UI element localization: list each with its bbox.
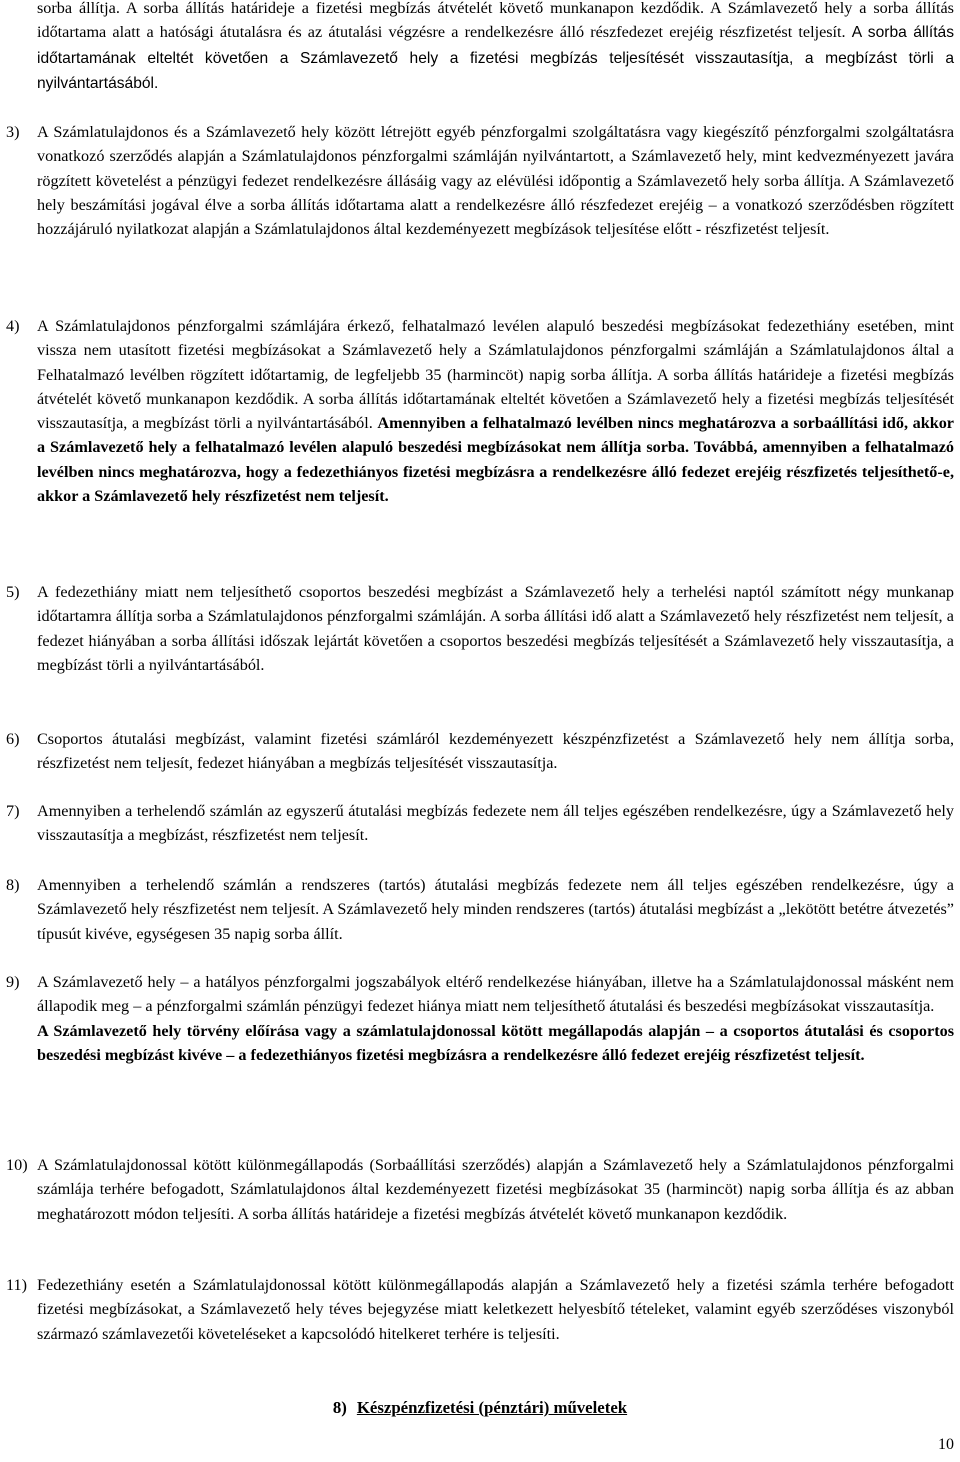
list-item-text: A Számlatulajdonossal kötött különmegállapodás (Sorbaállítási szerződés) alapján a Számlavezető hely a Számlatulajdonos pénzforgalmi számlája terhére befogadott, Számlatulajdonos által kezdeményezett fizetési megbízásokat 35 (harmincöt) napig sorba állítja és az abban meghatározott módon teljesíti. A sorba állítás határideje a fizetési megbízás átvételét követő munkanapon kezdődik. <box>37 1156 954 1223</box>
list-item-text: Amennyiben a terhelendő számlán a rendszeres (tartós) átutalási megbízás fedezete nem áll teljes egészében rendelkezésre, úgy a Számlavezető hely részfizetést nem teljesít. A Számlavezető hely minden rendszeres (tartós) átutalási megbízást a „lekötött betétre átvezetés” típusút kivéve, egységesen 35 napig sorba állít. <box>37 876 954 943</box>
list-number: 4) <box>6 317 20 335</box>
list-item-text: A fedezethiány miatt nem teljesíthető csoportos beszedési megbízást a Számlavezető hely a terhelési naptól számított négy munkanap időtartamra állítja sorba a Számlatulajdonos pénzforgalmi számláján. A sorba állítási idő alatt a Számlavezető hely részfizetést nem teljesít, a fedezet hiányában a sorba állítási időszak lejártát követően a csoportos beszedési megbízás teljesítését a Számlavezető hely visszautasítja, a megbízást törli a nyilvántartásából. <box>37 583 954 674</box>
list-item-text: A Számlavezető hely – a hatályos pénzforgalmi jogszabályok eltérő rendelkezése hiányában, illetve ha a Számlatulajdonossal másként nem állapodik meg – a pénzforgalmi számlán pénzügyi fedezet hiánya miatt nem teljesíthető átutalási és beszedési megbízásokat visszautasítja. <box>37 973 954 1016</box>
list-number: 6) <box>6 730 20 748</box>
list-number: 10) <box>6 1156 28 1174</box>
list-number: 3) <box>6 123 20 141</box>
list-number: 5) <box>6 583 20 601</box>
page-number: 10 <box>938 1436 954 1453</box>
list-item-6 <box>0 727 954 776</box>
list-item-4 <box>0 314 954 508</box>
list-item-3 <box>0 120 954 241</box>
list-number: 9) <box>6 973 20 991</box>
list-item-text: A Számlatulajdonos és a Számlavezető hely között létrejött egyéb pénzforgalmi szolgáltatásra vagy kiegészítő pénzforgalmi szolgáltatásra vonatkozó szerződés alapján a Számlatulajdonos pénzforgalmi számláján nyilvántartott, a Számlavezető hely, mint kedvezményezett javára rögzített követelést a pénzügyi fedezet rendelkezésre állásáig vagy az elévülési időpontig a Számlavezető hely sorba állítja. A Számlavezető hely beszámítási jogával élve a sorba állítás időtartama alatt a rendelkezésre álló részfedezet erejéig – a vonatkozó szerződésben rögzített hozzájáruló nyilatkozat alapján a Számlatulajdonos által kezdeményezett megbízások teljesítése előtt - részfizetést teljesít. <box>37 123 954 239</box>
section-title: Készpénzfizetési (pénztári) műveletek <box>356 1398 628 1417</box>
list-item-body <box>37 314 954 508</box>
section-number: 8) <box>332 1398 347 1417</box>
list-item-8 <box>0 873 954 946</box>
list-item-text: A Számlatulajdonos pénzforgalmi számlájára érkező, felhatalmazó levélen alapuló beszedési megbízásokat fedezethiány esetében, mint vissza nem utasított fizetési megbízásokat a Számlavezető hely a Számlatulajdonos pénzforgalmi számláján a Számlatulajdonos által a Felhatalmazó levélben rögzített időtartamig, de legfeljebb 35 (harmincöt) napig sorba állítja. A sorba állítás határideje a fizetési megbízás átvételét követő munkanapon kezdődik. A sorba állítás időtartamának elteltét követően a Számlavezető hely a fizetési megbízás teljesítését visszautasítja, a megbízást törli a nyilvántartásából. <box>37 317 954 433</box>
list-item-text: Fedezethiány esetén a Számlatulajdonossal kötött különmegállapodás alapján a Számlavezető hely a fizetési számla terhére befogadott fizetési megbízásokat, a Számlavezető hely téves bejegyzése miatt keletkezett helyesbítő tételeket, valamint egyéb szerződéses viszonyból származó számlavezetői követeléseket a kapcsolódó hitelkeret terhére is teljesíti. <box>37 1276 954 1343</box>
paragraph-text-sans: A sorba állítás időtartamának elteltét követően a Számlavezető hely a fizetési megbízás teljesítését visszautasítja, a megbízást törli a nyilvántartásából. <box>37 24 954 92</box>
list-item-11 <box>0 1273 954 1346</box>
paragraph-text: sorba állítja. A sorba állítás határideje a fizetési megbízás átvételét követő munkanapon kezdődik. A Számlavezető hely a sorba állítás időtartama alatt a hatósági átutalásra és az átutalási végzésre a rendelkezésre álló részfedezet erejéig részfizetést teljesít. <box>37 0 954 42</box>
list-item-7 <box>0 799 954 848</box>
list-number: 7) <box>6 802 20 820</box>
list-item-body <box>37 970 954 1067</box>
section-heading <box>0 1396 960 1420</box>
list-number: 8) <box>6 876 20 894</box>
list-item-text: Csoportos átutalási megbízást, valamint fizetési számláról kezdeményezett készpénzfizetést a Számlavezető hely nem állítja sorba, részfizetést nem teljesít, fedezet hiányában a megbízás teljesítését visszautasítja. <box>37 730 954 773</box>
list-item-bold-text: A Számlavezető hely törvény előírása vagy a számlatulajdonossal kötött megállapodás alapján – a csoportos átutalási és csoportos beszedési megbízást kivéve – a fedezethiányos fizetési megbízásra a rendelkezésre álló fedezet erejéig részfizetést teljesít. <box>37 1021 954 1064</box>
paragraph-continuation <box>37 0 954 96</box>
list-item-bold-text: Amennyiben a felhatalmazó levélben nincs meghatározva a sorbaállítási idő, akkor a Számlavezető hely a felhatalmazó levélen alapuló beszedési megbízásokat nem állítja sorba. Továbbá, amennyiben a felhatalmazó levélben nincs meghatározva, hogy a fedezethiányos fizetési megbízásra a rendelkezésre álló fedezet erejéig részfizetés teljesíthető-e, akkor a Számlavezető hely részfizetést nem teljesít. <box>37 414 954 506</box>
list-item-text: Amennyiben a terhelendő számlán az egyszerű átutalási megbízás fedezete nem áll teljes egészében rendelkezésre, úgy a Számlavezető hely visszautasítja a megbízást, részfizetést nem teljesít. <box>37 802 954 845</box>
list-number: 11) <box>6 1276 27 1294</box>
list-item-10 <box>0 1153 954 1226</box>
list-item-5 <box>0 580 954 677</box>
list-item-9 <box>0 970 954 1067</box>
